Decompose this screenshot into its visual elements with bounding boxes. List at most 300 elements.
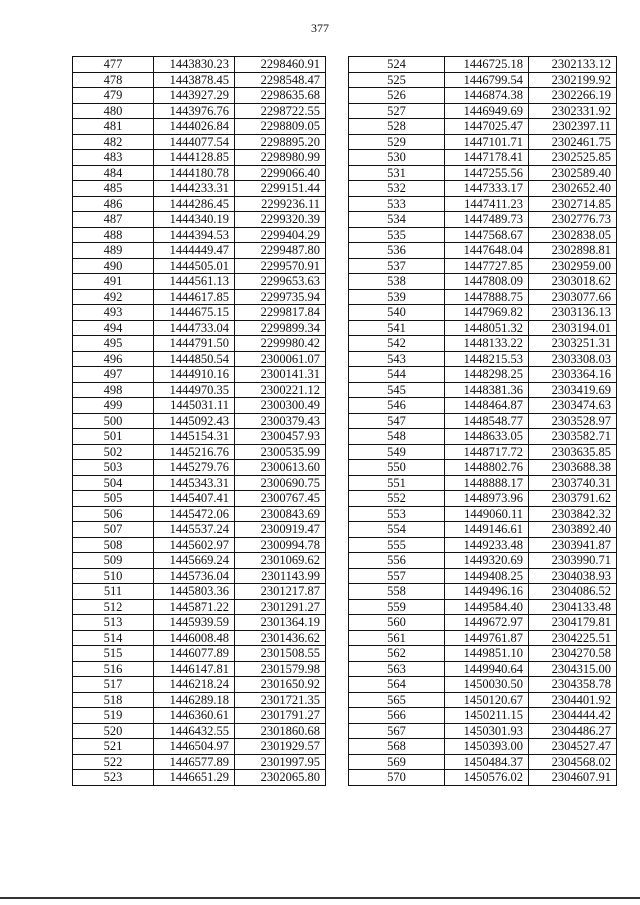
table-row [349, 599, 617, 615]
table-row [349, 103, 617, 119]
x-coordinate-cell: 1449146.61 [445, 522, 529, 538]
table-row [349, 243, 617, 259]
y-coordinate-cell: 2302397.11 [529, 119, 617, 135]
x-coordinate-cell: 1448298.25 [445, 367, 529, 383]
y-coordinate-cell: 2300767.45 [235, 491, 326, 507]
point-number-cell: 506 [73, 506, 154, 522]
table-row [73, 289, 326, 305]
table-row [349, 181, 617, 197]
x-coordinate-cell: 1445537.24 [154, 522, 235, 538]
x-coordinate-cell: 1447568.67 [445, 227, 529, 243]
point-number-cell: 535 [349, 227, 445, 243]
point-number-cell: 566 [349, 708, 445, 724]
y-coordinate-cell: 2301364.19 [235, 615, 326, 631]
y-coordinate-cell: 2304225.51 [529, 630, 617, 646]
y-coordinate-cell: 2300061.07 [235, 351, 326, 367]
x-coordinate-cell: 1444561.13 [154, 274, 235, 290]
x-coordinate-cell: 1448973.96 [445, 491, 529, 507]
x-coordinate-cell: 1450120.67 [445, 692, 529, 708]
x-coordinate-cell: 1449672.97 [445, 615, 529, 631]
table-row [73, 475, 326, 491]
y-coordinate-cell: 2300690.75 [235, 475, 326, 491]
x-coordinate-cell: 1448381.36 [445, 382, 529, 398]
x-coordinate-cell: 1446725.18 [445, 57, 529, 73]
y-coordinate-cell: 2303194.01 [529, 320, 617, 336]
x-coordinate-cell: 1445939.59 [154, 615, 235, 631]
page-number: 377 [311, 21, 329, 35]
table-row [73, 119, 326, 135]
x-coordinate-cell: 1448051.32 [445, 320, 529, 336]
table-row [349, 88, 617, 104]
table-row [73, 429, 326, 445]
y-coordinate-cell: 2299570.91 [235, 258, 326, 274]
scan-edge-line [0, 897, 640, 899]
point-number-cell: 534 [349, 212, 445, 228]
x-coordinate-cell: 1447333.17 [445, 181, 529, 197]
point-number-cell: 492 [73, 289, 154, 305]
x-coordinate-cell: 1444910.16 [154, 367, 235, 383]
point-number-cell: 559 [349, 599, 445, 615]
table-row [73, 708, 326, 724]
x-coordinate-cell: 1445279.76 [154, 460, 235, 476]
point-number-cell: 495 [73, 336, 154, 352]
x-coordinate-cell: 1446432.55 [154, 723, 235, 739]
point-number-cell: 553 [349, 506, 445, 522]
x-coordinate-cell: 1449233.48 [445, 537, 529, 553]
y-coordinate-cell: 2300221.12 [235, 382, 326, 398]
table-row [73, 615, 326, 631]
y-coordinate-cell: 2303941.87 [529, 537, 617, 553]
table-row [73, 460, 326, 476]
table-row [349, 692, 617, 708]
point-number-cell: 514 [73, 630, 154, 646]
table-row [349, 739, 617, 755]
point-number-cell: 555 [349, 537, 445, 553]
point-number-cell: 504 [73, 475, 154, 491]
point-number-cell: 484 [73, 165, 154, 181]
x-coordinate-cell: 1445472.06 [154, 506, 235, 522]
y-coordinate-cell: 2303740.31 [529, 475, 617, 491]
x-coordinate-cell: 1446147.81 [154, 661, 235, 677]
x-coordinate-cell: 1445031.11 [154, 398, 235, 414]
table-row [349, 72, 617, 88]
table-row [73, 506, 326, 522]
x-coordinate-cell: 1449761.87 [445, 630, 529, 646]
y-coordinate-cell: 2303528.97 [529, 413, 617, 429]
point-number-cell: 556 [349, 553, 445, 569]
x-coordinate-cell: 1445407.41 [154, 491, 235, 507]
y-coordinate-cell: 2303842.32 [529, 506, 617, 522]
y-coordinate-cell: 2301291.27 [235, 599, 326, 615]
y-coordinate-cell: 2300994.78 [235, 537, 326, 553]
point-number-cell: 537 [349, 258, 445, 274]
table-row [73, 274, 326, 290]
x-coordinate-cell: 1448133.22 [445, 336, 529, 352]
x-coordinate-cell: 1446360.61 [154, 708, 235, 724]
table-row [349, 258, 617, 274]
y-coordinate-cell: 2304444.42 [529, 708, 617, 724]
point-number-cell: 489 [73, 243, 154, 259]
point-number-cell: 545 [349, 382, 445, 398]
y-coordinate-cell: 2304315.00 [529, 661, 617, 677]
point-number-cell: 512 [73, 599, 154, 615]
y-coordinate-cell: 2298722.55 [235, 103, 326, 119]
x-coordinate-cell: 1444128.85 [154, 150, 235, 166]
point-number-cell: 482 [73, 134, 154, 150]
point-number-cell: 565 [349, 692, 445, 708]
table-row [349, 475, 617, 491]
table-row [349, 413, 617, 429]
table-row [349, 460, 617, 476]
point-number-cell: 568 [349, 739, 445, 755]
table-row [73, 723, 326, 739]
x-coordinate-cell: 1447808.09 [445, 274, 529, 290]
point-number-cell: 557 [349, 568, 445, 584]
point-number-cell: 481 [73, 119, 154, 135]
x-coordinate-cell: 1445216.76 [154, 444, 235, 460]
point-number-cell: 507 [73, 522, 154, 538]
table-row [73, 630, 326, 646]
table-row [73, 584, 326, 600]
table-row [349, 274, 617, 290]
y-coordinate-cell: 2300457.93 [235, 429, 326, 445]
point-number-cell: 558 [349, 584, 445, 600]
y-coordinate-cell: 2303251.31 [529, 336, 617, 352]
table-row [349, 429, 617, 445]
x-coordinate-cell: 1446577.89 [154, 754, 235, 770]
table-row [349, 537, 617, 553]
point-number-cell: 528 [349, 119, 445, 135]
point-number-cell: 532 [349, 181, 445, 197]
y-coordinate-cell: 2303791.62 [529, 491, 617, 507]
y-coordinate-cell: 2304179.81 [529, 615, 617, 631]
x-coordinate-cell: 1444340.19 [154, 212, 235, 228]
x-coordinate-cell: 1450030.50 [445, 677, 529, 693]
x-coordinate-cell: 1447255.56 [445, 165, 529, 181]
y-coordinate-cell: 2300379.43 [235, 413, 326, 429]
point-number-cell: 564 [349, 677, 445, 693]
point-number-cell: 567 [349, 723, 445, 739]
y-coordinate-cell: 2300535.99 [235, 444, 326, 460]
x-coordinate-cell: 1446874.38 [445, 88, 529, 104]
y-coordinate-cell: 2298895.20 [235, 134, 326, 150]
y-coordinate-cell: 2302776.73 [529, 212, 617, 228]
point-number-cell: 513 [73, 615, 154, 631]
table-row [73, 413, 326, 429]
table-row [73, 212, 326, 228]
point-number-cell: 494 [73, 320, 154, 336]
x-coordinate-cell: 1445154.31 [154, 429, 235, 445]
table-row [349, 615, 617, 631]
table-row [349, 553, 617, 569]
point-number-cell: 503 [73, 460, 154, 476]
point-number-cell: 496 [73, 351, 154, 367]
y-coordinate-cell: 2303688.38 [529, 460, 617, 476]
table-row [73, 661, 326, 677]
x-coordinate-cell: 1447025.47 [445, 119, 529, 135]
table-row [349, 57, 617, 73]
x-coordinate-cell: 1445736.04 [154, 568, 235, 584]
y-coordinate-cell: 2302959.00 [529, 258, 617, 274]
table-row [73, 646, 326, 662]
point-number-cell: 538 [349, 274, 445, 290]
table-row [73, 320, 326, 336]
point-number-cell: 533 [349, 196, 445, 212]
y-coordinate-cell: 2301791.27 [235, 708, 326, 724]
y-coordinate-cell: 2301860.68 [235, 723, 326, 739]
point-number-cell: 540 [349, 305, 445, 321]
y-coordinate-cell: 2300919.47 [235, 522, 326, 538]
point-number-cell: 519 [73, 708, 154, 724]
x-coordinate-cell: 1447489.73 [445, 212, 529, 228]
point-number-cell: 523 [73, 770, 154, 786]
point-number-cell: 562 [349, 646, 445, 662]
y-coordinate-cell: 2301997.95 [235, 754, 326, 770]
y-coordinate-cell: 2298809.05 [235, 119, 326, 135]
y-coordinate-cell: 2302133.12 [529, 57, 617, 73]
x-coordinate-cell: 1448548.77 [445, 413, 529, 429]
y-coordinate-cell: 2298548.47 [235, 72, 326, 88]
x-coordinate-cell: 1446218.24 [154, 677, 235, 693]
y-coordinate-cell: 2304086.52 [529, 584, 617, 600]
point-number-cell: 508 [73, 537, 154, 553]
table-row [73, 382, 326, 398]
y-coordinate-cell: 2299404.29 [235, 227, 326, 243]
point-number-cell: 516 [73, 661, 154, 677]
point-number-cell: 530 [349, 150, 445, 166]
y-coordinate-cell: 2304486.27 [529, 723, 617, 739]
point-number-cell: 552 [349, 491, 445, 507]
point-number-cell: 515 [73, 646, 154, 662]
x-coordinate-cell: 1445669.24 [154, 553, 235, 569]
table-row [349, 708, 617, 724]
table-row [73, 692, 326, 708]
x-coordinate-cell: 1449940.64 [445, 661, 529, 677]
y-coordinate-cell: 2298635.68 [235, 88, 326, 104]
x-coordinate-cell: 1444733.04 [154, 320, 235, 336]
table-row [73, 134, 326, 150]
table-row [349, 150, 617, 166]
x-coordinate-cell: 1450576.02 [445, 770, 529, 786]
point-number-cell: 478 [73, 72, 154, 88]
point-number-cell: 526 [349, 88, 445, 104]
x-coordinate-cell: 1447727.85 [445, 258, 529, 274]
y-coordinate-cell: 2299653.63 [235, 274, 326, 290]
x-coordinate-cell: 1444970.35 [154, 382, 235, 398]
point-number-cell: 517 [73, 677, 154, 693]
x-coordinate-cell: 1447178.41 [445, 150, 529, 166]
y-coordinate-cell: 2299980.42 [235, 336, 326, 352]
y-coordinate-cell: 2301508.55 [235, 646, 326, 662]
point-number-cell: 487 [73, 212, 154, 228]
point-number-cell: 479 [73, 88, 154, 104]
x-coordinate-cell: 1444505.01 [154, 258, 235, 274]
table-row [73, 88, 326, 104]
x-coordinate-cell: 1447101.71 [445, 134, 529, 150]
y-coordinate-cell: 2299487.80 [235, 243, 326, 259]
table-row [73, 336, 326, 352]
table-row [349, 165, 617, 181]
point-number-cell: 488 [73, 227, 154, 243]
y-coordinate-cell: 2304270.58 [529, 646, 617, 662]
point-number-cell: 498 [73, 382, 154, 398]
x-coordinate-cell: 1446799.54 [445, 72, 529, 88]
table-row [73, 181, 326, 197]
y-coordinate-cell: 2304568.02 [529, 754, 617, 770]
x-coordinate-cell: 1444791.50 [154, 336, 235, 352]
table-row [349, 661, 617, 677]
point-number-cell: 531 [349, 165, 445, 181]
table-row [349, 367, 617, 383]
point-number-cell: 536 [349, 243, 445, 259]
x-coordinate-cell: 1448888.17 [445, 475, 529, 491]
table-row [73, 150, 326, 166]
y-coordinate-cell: 2302331.92 [529, 103, 617, 119]
table-row [349, 522, 617, 538]
y-coordinate-cell: 2302838.05 [529, 227, 617, 243]
point-number-cell: 505 [73, 491, 154, 507]
table-row [349, 382, 617, 398]
y-coordinate-cell: 2299066.40 [235, 165, 326, 181]
point-number-cell: 542 [349, 336, 445, 352]
y-coordinate-cell: 2300300.49 [235, 398, 326, 414]
point-number-cell: 524 [349, 57, 445, 73]
y-coordinate-cell: 2303892.40 [529, 522, 617, 538]
x-coordinate-cell: 1444617.85 [154, 289, 235, 305]
table-row [349, 646, 617, 662]
coordinates-table-right-body [349, 57, 617, 786]
point-number-cell: 547 [349, 413, 445, 429]
coordinates-table-left-body [73, 57, 326, 786]
table-row [349, 351, 617, 367]
point-number-cell: 490 [73, 258, 154, 274]
table-row [349, 119, 617, 135]
table-row [73, 770, 326, 786]
point-number-cell: 527 [349, 103, 445, 119]
y-coordinate-cell: 2301929.57 [235, 739, 326, 755]
table-row [73, 243, 326, 259]
point-number-cell: 554 [349, 522, 445, 538]
y-coordinate-cell: 2301069.62 [235, 553, 326, 569]
y-coordinate-cell: 2304133.48 [529, 599, 617, 615]
y-coordinate-cell: 2301436.62 [235, 630, 326, 646]
y-coordinate-cell: 2302266.19 [529, 88, 617, 104]
table-row [349, 134, 617, 150]
point-number-cell: 509 [73, 553, 154, 569]
x-coordinate-cell: 1446651.29 [154, 770, 235, 786]
table-row [349, 336, 617, 352]
x-coordinate-cell: 1446949.69 [445, 103, 529, 119]
table-row [349, 723, 617, 739]
x-coordinate-cell: 1444077.54 [154, 134, 235, 150]
x-coordinate-cell: 1444675.15 [154, 305, 235, 321]
x-coordinate-cell: 1449584.40 [445, 599, 529, 615]
table-row [73, 367, 326, 383]
table-row [349, 305, 617, 321]
point-number-cell: 486 [73, 196, 154, 212]
x-coordinate-cell: 1449496.16 [445, 584, 529, 600]
y-coordinate-cell: 2303018.62 [529, 274, 617, 290]
x-coordinate-cell: 1446008.48 [154, 630, 235, 646]
x-coordinate-cell: 1443976.76 [154, 103, 235, 119]
y-coordinate-cell: 2302461.75 [529, 134, 617, 150]
y-coordinate-cell: 2298460.91 [235, 57, 326, 73]
x-coordinate-cell: 1445602.97 [154, 537, 235, 553]
table-row [73, 103, 326, 119]
y-coordinate-cell: 2302589.40 [529, 165, 617, 181]
point-number-cell: 491 [73, 274, 154, 290]
x-coordinate-cell: 1449408.25 [445, 568, 529, 584]
table-row [349, 770, 617, 786]
table-row [349, 289, 617, 305]
y-coordinate-cell: 2304401.92 [529, 692, 617, 708]
x-coordinate-cell: 1444286.45 [154, 196, 235, 212]
x-coordinate-cell: 1445803.36 [154, 584, 235, 600]
y-coordinate-cell: 2299320.39 [235, 212, 326, 228]
point-number-cell: 485 [73, 181, 154, 197]
y-coordinate-cell: 2301579.98 [235, 661, 326, 677]
x-coordinate-cell: 1444394.53 [154, 227, 235, 243]
y-coordinate-cell: 2299899.34 [235, 320, 326, 336]
y-coordinate-cell: 2303136.13 [529, 305, 617, 321]
point-number-cell: 500 [73, 413, 154, 429]
x-coordinate-cell: 1445343.31 [154, 475, 235, 491]
x-coordinate-cell: 1447969.82 [445, 305, 529, 321]
x-coordinate-cell: 1448215.53 [445, 351, 529, 367]
table-row [349, 196, 617, 212]
y-coordinate-cell: 2303582.71 [529, 429, 617, 445]
x-coordinate-cell: 1445871.22 [154, 599, 235, 615]
table-row [73, 227, 326, 243]
y-coordinate-cell: 2303419.69 [529, 382, 617, 398]
y-coordinate-cell: 2299817.84 [235, 305, 326, 321]
table-row [73, 305, 326, 321]
y-coordinate-cell: 2302199.92 [529, 72, 617, 88]
y-coordinate-cell: 2303990.71 [529, 553, 617, 569]
y-coordinate-cell: 2299236.11 [235, 196, 326, 212]
point-number-cell: 546 [349, 398, 445, 414]
table-row [349, 630, 617, 646]
table-row [349, 584, 617, 600]
x-coordinate-cell: 1449060.11 [445, 506, 529, 522]
y-coordinate-cell: 2300613.60 [235, 460, 326, 476]
x-coordinate-cell: 1444180.78 [154, 165, 235, 181]
table-row [349, 212, 617, 228]
point-number-cell: 544 [349, 367, 445, 383]
x-coordinate-cell: 1447648.04 [445, 243, 529, 259]
table-row [349, 568, 617, 584]
point-number-cell: 539 [349, 289, 445, 305]
x-coordinate-cell: 1443878.45 [154, 72, 235, 88]
table-row [73, 739, 326, 755]
x-coordinate-cell: 1448633.05 [445, 429, 529, 445]
point-number-cell: 511 [73, 584, 154, 600]
table-row [73, 491, 326, 507]
point-number-cell: 501 [73, 429, 154, 445]
point-number-cell: 550 [349, 460, 445, 476]
x-coordinate-cell: 1449851.10 [445, 646, 529, 662]
coordinates-table-left [72, 56, 326, 786]
x-coordinate-cell: 1444850.54 [154, 351, 235, 367]
point-number-cell: 499 [73, 398, 154, 414]
point-number-cell: 560 [349, 615, 445, 631]
table-row [73, 351, 326, 367]
table-row [349, 491, 617, 507]
table-row [73, 568, 326, 584]
point-number-cell: 483 [73, 150, 154, 166]
table-row [73, 537, 326, 553]
table-row [73, 196, 326, 212]
